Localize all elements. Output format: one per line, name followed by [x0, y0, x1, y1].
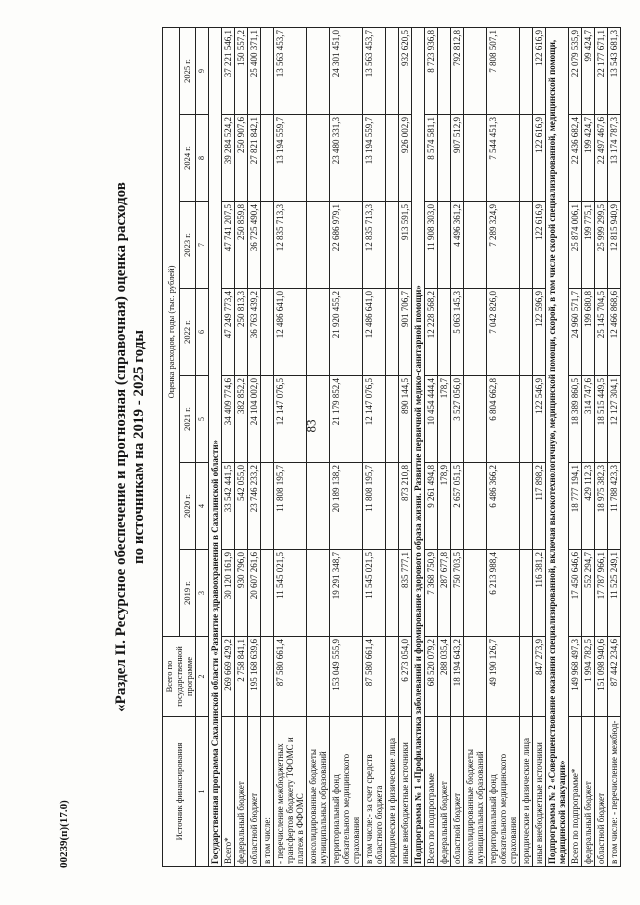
row-value: 552 294,7: [582, 550, 595, 637]
row-value: 30 120 161,9: [222, 550, 235, 637]
table-row: [274, 27, 307, 866]
row-value: 7 368 750,9: [425, 550, 438, 637]
row-value: 13 543 681,3: [608, 27, 621, 114]
header-year: 2023 г.: [179, 202, 196, 289]
row-value: 11 908 303,0: [425, 202, 438, 289]
row-value: 24 960 571,7: [569, 289, 582, 376]
row-value: 87 580 661,4: [274, 637, 307, 717]
row-value: 4 496 361,2: [451, 202, 464, 289]
row-value: [261, 463, 274, 550]
header-source: Источник финансирования: [163, 717, 196, 867]
table-row: [533, 27, 546, 866]
row-value: 199 680,8: [582, 289, 595, 376]
row-label: - перечисление межбюджетных трансфертов бюджету ТФОМС и платеж в ФФОМС: [274, 717, 307, 867]
column-number: 1: [196, 717, 209, 867]
row-value: [261, 637, 274, 717]
row-value: [307, 463, 330, 550]
row-value: 34 409 774,6: [222, 376, 235, 463]
table-row: [330, 27, 363, 866]
row-value: 847 273,9: [533, 637, 546, 717]
row-value: 149 968 497,3: [569, 637, 582, 717]
row-value: 122 616,9: [533, 115, 546, 202]
row-value: 178,9: [438, 463, 451, 550]
row-value: [386, 463, 399, 550]
header-year: 2025 г.: [179, 27, 196, 114]
row-value: [438, 289, 451, 376]
row-value: 12 815 940,9: [608, 202, 621, 289]
column-number: 2: [196, 637, 209, 717]
row-value: 926 002,9: [399, 115, 412, 202]
table-row: [235, 27, 248, 866]
column-number: 4: [196, 463, 209, 550]
row-label: консолидированные бюджеты муниципальных образований: [464, 717, 487, 867]
row-value: 199 775,1: [582, 202, 595, 289]
row-value: 2 758 841,1: [235, 637, 248, 717]
row-label: Всего*: [222, 717, 235, 867]
row-value: 150 557,2: [235, 27, 248, 114]
row-value: [520, 637, 533, 717]
row-value: 22 436 682,4: [569, 115, 582, 202]
row-value: 151 098 940,6: [595, 637, 608, 717]
row-value: 17 450 646,6: [569, 550, 582, 637]
row-value: 20 189 138,2: [330, 463, 363, 550]
header-total: Всего по государственной программе: [163, 637, 196, 717]
table-row: [464, 27, 487, 866]
row-value: [386, 289, 399, 376]
row-label: территориальный фонд обязательного медицинского страхования: [330, 717, 363, 867]
row-value: 18 389 860,5: [569, 376, 582, 463]
row-value: 7 042 826,0: [487, 289, 520, 376]
row-value: 27 821 842,1: [248, 115, 261, 202]
row-value: [464, 637, 487, 717]
program-heading: Подпрограмма № 2 «Совершенствование оказания специализированной, включая высокотехнологичную, медицинской помощи, скорой, в том числе скорой специализированной, медицинской помощи, медицинской эвакуации»: [546, 27, 569, 866]
program-heading-row: [546, 27, 569, 866]
program-heading: Государственная программа Сахалинской области «Развитие здравоохранения в Сахалинской области»: [209, 27, 222, 866]
table-row: [399, 27, 412, 866]
row-value: 429 112,3: [582, 463, 595, 550]
row-value: [520, 115, 533, 202]
row-value: 20 607 261,6: [248, 550, 261, 637]
row-value: 153 049 555,9: [330, 637, 363, 717]
row-value: 12 147 076,5: [363, 376, 386, 463]
row-value: 25 145 704,5: [595, 289, 608, 376]
row-value: [307, 115, 330, 202]
row-value: [307, 202, 330, 289]
row-value: 23 480 331,3: [330, 115, 363, 202]
header-year: 2019 г.: [179, 550, 196, 637]
row-value: [261, 289, 274, 376]
row-value: 21 179 852,4: [330, 376, 363, 463]
row-value: 25 999 299,5: [595, 202, 608, 289]
row-value: 1 994 782,5: [582, 637, 595, 717]
row-value: 6 273 054,0: [399, 637, 412, 717]
row-label: юридические и физические лица: [386, 717, 399, 867]
row-value: [386, 115, 399, 202]
row-value: 12 147 076,5: [274, 376, 307, 463]
row-value: 36 763 439,2: [248, 289, 261, 376]
row-value: 9 261 494,8: [425, 463, 438, 550]
table-row: [248, 27, 261, 866]
row-value: 49 190 126,7: [487, 637, 520, 717]
row-label: в том числе: - перечисление межбюд-: [608, 717, 621, 867]
row-value: [464, 115, 487, 202]
row-label: областной бюджет: [248, 717, 261, 867]
row-value: [438, 115, 451, 202]
table-row: [386, 27, 399, 866]
row-value: 250 813,3: [235, 289, 248, 376]
row-value: 2 657 051,5: [451, 463, 464, 550]
row-value: [464, 376, 487, 463]
row-value: [307, 550, 330, 637]
row-value: 22 177 671,1: [595, 27, 608, 114]
table-row: [363, 27, 386, 866]
table-row: [222, 27, 235, 866]
row-label: Всего по подпрограмме*: [569, 717, 582, 867]
page-number: 83: [303, 419, 319, 433]
row-value: 11 808 195,7: [363, 463, 386, 550]
row-value: [464, 202, 487, 289]
row-value: 122 616,9: [533, 202, 546, 289]
row-value: 199 424,7: [582, 115, 595, 202]
row-value: 7 289 324,9: [487, 202, 520, 289]
row-value: 542 055,0: [235, 463, 248, 550]
row-value: 11 545 021,5: [363, 550, 386, 637]
row-value: [520, 27, 533, 114]
title-line-2: по источникам на 2019 - 2025 годы: [131, 329, 147, 565]
row-value: 7 544 451,3: [487, 115, 520, 202]
row-label: иные внебюджетные источники: [399, 717, 412, 867]
row-value: 87 580 661,4: [363, 637, 386, 717]
header-year: 2020 г.: [179, 463, 196, 550]
row-value: [307, 27, 330, 114]
row-label: областной бюджет: [451, 717, 464, 867]
row-value: [307, 376, 330, 463]
row-value: 117 898,2: [533, 463, 546, 550]
column-number: 5: [196, 376, 209, 463]
row-value: 13 194 559,7: [363, 115, 386, 202]
row-label: территориальный фонд обязательного медицинского страхования: [487, 717, 520, 867]
row-value: 873 210,8: [399, 463, 412, 550]
table-row: [261, 27, 274, 866]
row-value: 932 620,5: [399, 27, 412, 114]
row-value: 24 301 451,0: [330, 27, 363, 114]
row-value: [386, 376, 399, 463]
table-row: [520, 27, 533, 866]
row-value: 87 442 234,6: [608, 637, 621, 717]
row-value: 122 596,9: [533, 289, 546, 376]
row-value: 8 723 936,8: [425, 27, 438, 114]
row-value: 13 563 453,7: [363, 27, 386, 114]
row-value: 930 796,0: [235, 550, 248, 637]
row-value: [261, 27, 274, 114]
row-value: 23 746 233,2: [248, 463, 261, 550]
row-value: [464, 463, 487, 550]
row-value: 269 669 429,2: [222, 637, 235, 717]
table-row: [487, 27, 520, 866]
row-value: [438, 27, 451, 114]
row-value: 8 574 581,1: [425, 115, 438, 202]
row-value: 12 486 641,0: [363, 289, 386, 376]
row-value: [464, 550, 487, 637]
row-value: 13 563 453,7: [274, 27, 307, 114]
row-value: 3 527 056,0: [451, 376, 464, 463]
row-label: в том числе:: [261, 717, 274, 867]
row-label: юридические и физические лица: [520, 717, 533, 867]
row-value: 22 079 535,9: [569, 27, 582, 114]
table-row: [438, 27, 451, 866]
header-year: 2024 г.: [179, 115, 196, 202]
row-value: 907 512,9: [451, 115, 464, 202]
row-value: 10 454 444,4: [425, 376, 438, 463]
column-number: 9: [196, 27, 209, 114]
row-value: 47 249 773,4: [222, 289, 235, 376]
row-value: 12 127 304,1: [608, 376, 621, 463]
row-value: [464, 289, 487, 376]
row-value: 24 104 002,0: [248, 376, 261, 463]
document-title: [112, 27, 148, 867]
document-code: 00239(п)(17.0): [58, 800, 70, 868]
row-value: 12 835 713,3: [363, 202, 386, 289]
row-value: 37 221 546,1: [222, 27, 235, 114]
row-value: 18 777 194,1: [569, 463, 582, 550]
row-value: 122 616,9: [533, 27, 546, 114]
row-value: 11 545 021,5: [274, 550, 307, 637]
row-value: 6 486 366,2: [487, 463, 520, 550]
row-label: в том числе:- за счет средств областного бюджета: [363, 717, 386, 867]
row-label: иные внебюджетные источники: [533, 717, 546, 867]
row-value: [386, 637, 399, 717]
row-value: 18 975 382,3: [595, 463, 608, 550]
row-value: 6 804 662,8: [487, 376, 520, 463]
row-value: 913 591,5: [399, 202, 412, 289]
row-value: 288 035,4: [438, 637, 451, 717]
row-value: 12 486 641,0: [274, 289, 307, 376]
row-value: 382 852,2: [235, 376, 248, 463]
column-number: 7: [196, 202, 209, 289]
row-value: 835 777,1: [399, 550, 412, 637]
row-value: 12 228 568,2: [425, 289, 438, 376]
row-value: 287 677,8: [438, 550, 451, 637]
row-label: федеральный бюджет: [582, 717, 595, 867]
financing-table: [162, 27, 621, 867]
row-value: 12 466 868,6: [608, 289, 621, 376]
row-value: [438, 202, 451, 289]
row-value: [261, 550, 274, 637]
row-value: [386, 202, 399, 289]
row-value: 17 787 966,1: [595, 550, 608, 637]
row-value: [520, 463, 533, 550]
row-value: 25 400 371,1: [248, 27, 261, 114]
table-row: [451, 27, 464, 866]
table-row: [307, 27, 330, 866]
table-row: [595, 27, 608, 866]
row-value: 18 194 643,2: [451, 637, 464, 717]
table-row: [608, 27, 621, 866]
row-value: 21 920 455,2: [330, 289, 363, 376]
row-value: [464, 27, 487, 114]
row-value: [307, 637, 330, 717]
program-heading: Подпрограмма № 1 «Профилактика заболеваний и формирование здорового образа жизни. Развитие первичной медико-санитарной помощи»: [412, 27, 425, 866]
row-value: 890 144,5: [399, 376, 412, 463]
row-label: Всего по подпрограмме: [425, 717, 438, 867]
header-year: 2021 г.: [179, 376, 196, 463]
table-row: [569, 27, 582, 866]
row-value: [261, 202, 274, 289]
row-value: 6 213 988,4: [487, 550, 520, 637]
header-estimate: Оценка расходов, годы (тыс. рублей): [163, 27, 180, 636]
column-number: 8: [196, 115, 209, 202]
row-value: 22 497 467,6: [595, 115, 608, 202]
row-value: 792 812,8: [451, 27, 464, 114]
row-value: [386, 27, 399, 114]
row-value: 750 703,5: [451, 550, 464, 637]
row-value: 99 424,7: [582, 27, 595, 114]
row-value: 11 808 195,7: [274, 463, 307, 550]
row-value: 13 194 559,7: [274, 115, 307, 202]
row-value: 39 284 524,2: [222, 115, 235, 202]
row-value: 11 788 423,3: [608, 463, 621, 550]
row-value: 18 515 449,5: [595, 376, 608, 463]
row-label: областной бюджет: [595, 717, 608, 867]
row-value: 178,7: [438, 376, 451, 463]
row-value: 19 291 348,7: [330, 550, 363, 637]
title-line-1: «Раздел II. Ресурсное обеспечение и прогнозная (справочная) оценка расходов: [113, 182, 129, 712]
row-value: [261, 376, 274, 463]
row-value: 25 874 006,1: [569, 202, 582, 289]
row-value: 12 835 713,3: [274, 202, 307, 289]
row-value: [520, 550, 533, 637]
row-value: 13 174 787,3: [608, 115, 621, 202]
row-value: [520, 289, 533, 376]
row-value: 250 907,6: [235, 115, 248, 202]
row-value: 11 525 249,1: [608, 550, 621, 637]
row-value: 195 168 639,6: [248, 637, 261, 717]
column-number: 6: [196, 289, 209, 376]
row-value: 901 706,7: [399, 289, 412, 376]
row-value: 116 381,2: [533, 550, 546, 637]
row-value: [520, 376, 533, 463]
header-year: 2022 г.: [179, 289, 196, 376]
row-value: 68 520 079,2: [425, 637, 438, 717]
program-heading-row: [209, 27, 222, 866]
row-value: 36 725 490,4: [248, 202, 261, 289]
row-label: федеральный бюджет: [235, 717, 248, 867]
row-label: федеральный бюджет: [438, 717, 451, 867]
row-value: 122 546,9: [533, 376, 546, 463]
row-value: [520, 202, 533, 289]
column-number: 3: [196, 550, 209, 637]
row-value: 33 542 441,5: [222, 463, 235, 550]
row-value: 5 063 145,3: [451, 289, 464, 376]
program-heading-row: [412, 27, 425, 866]
row-value: [307, 289, 330, 376]
row-value: 47 741 207,5: [222, 202, 235, 289]
row-value: [261, 115, 274, 202]
table-row: [425, 27, 438, 866]
row-value: 250 859,8: [235, 202, 248, 289]
row-value: 7 808 507,1: [487, 27, 520, 114]
rotated-document-body: [112, 27, 619, 867]
table-row: [582, 27, 595, 866]
row-label: консолидированные бюджеты муниципальных образований: [307, 717, 330, 867]
row-value: 314 747,6: [582, 376, 595, 463]
row-value: [386, 550, 399, 637]
row-value: 22 686 979,1: [330, 202, 363, 289]
